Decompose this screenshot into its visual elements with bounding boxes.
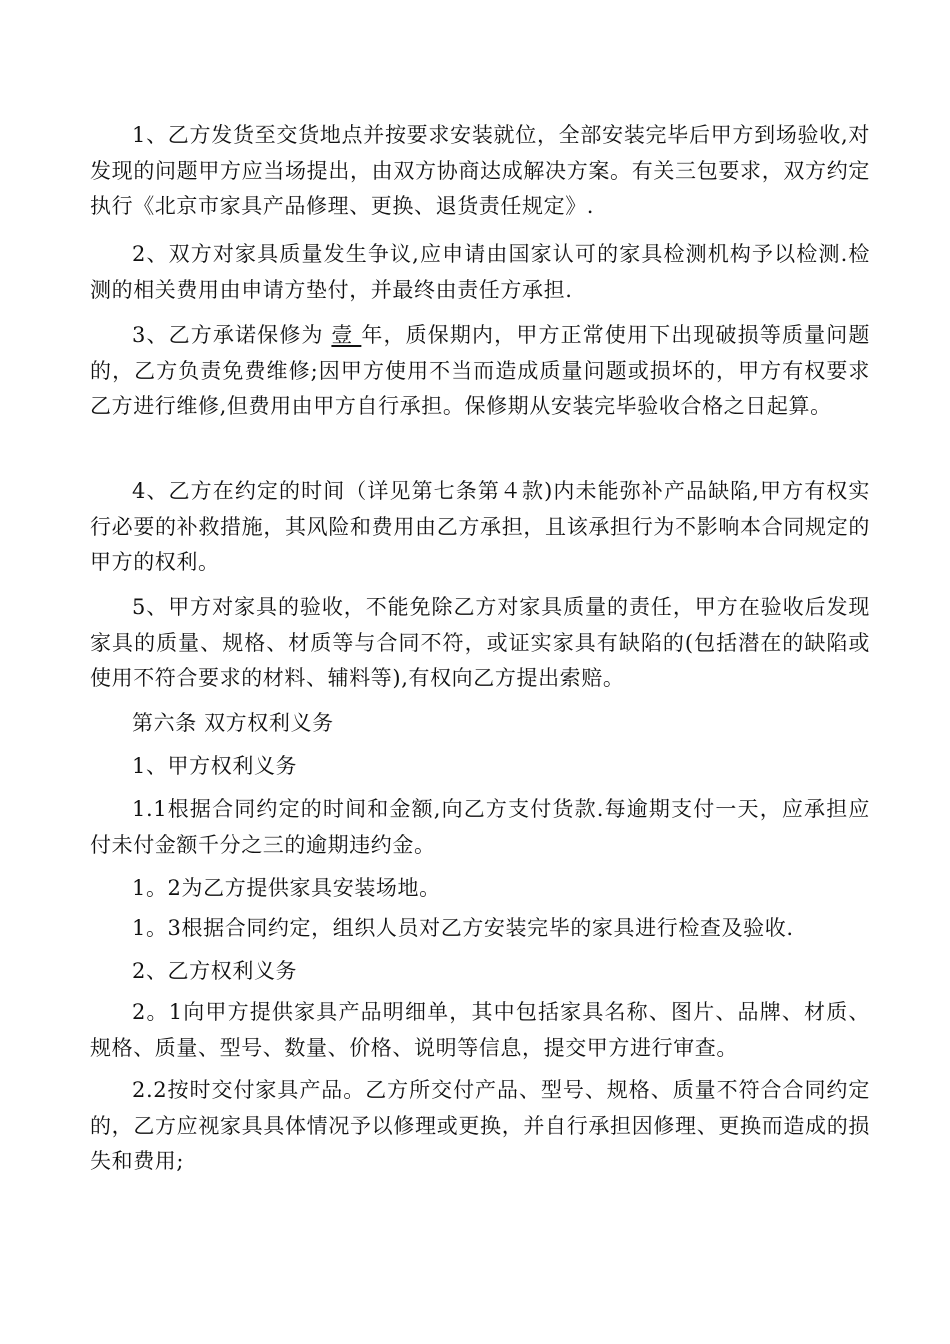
clause-5-item-5: 5、甲方对家具的验收，不能免除乙方对家具质量的责任，甲方在验收后发现家具的质量、规格、材质等与合同不符，或证实家具有缺陷的(包括潜在的缺陷或使用不符合要求的材料、辅料等),有权向乙方提出索赔。 [90, 595, 870, 690]
warranty-text-before: 3、乙方承诺保修为 [132, 323, 332, 347]
party-b-item-2-2: 2.2按时交付家具产品。乙方所交付产品、型号、规格、质量不符合合同约定的，乙方应视家具具体情况予以修理或更换，并自行承担因修理、更换而造成的损失和费用; [90, 1078, 870, 1173]
clause-5-item-1: 1、乙方发货至交货地点并按要求安装就位，全部安装完毕后甲方到场验收,对发现的问题甲方应当场提出，由双方协商达成解决方案。有关三包要求，双方约定执行《北京市家具产品修理、更换、退货责任规定》. [90, 123, 870, 218]
party-b-heading: 2、乙方权利义务 [132, 959, 298, 983]
party-a-heading: 1、甲方权利义务 [132, 754, 298, 778]
party-a-item-1-1: 1.1根据合同约定的时间和金额,向乙方支付货款.每逾期支付一天，应承担应付未付金额千分之三的逾期违约金。 [90, 797, 870, 857]
party-b-item-2-1: 2。1向甲方提供家具产品明细单，其中包括家具名称、图片、品牌、材质、规格、质量、型号、数量、价格、说明等信息，提交甲方进行审查。 [90, 1000, 870, 1060]
article-6-heading: 第六条 双方权利义务 [132, 711, 334, 735]
warranty-term-value: 壹 [331, 323, 362, 347]
clause-5-item-4: 4、乙方在约定的时间（详见第七条第４款)内未能弥补产品缺陷,甲方有权实行必要的补救措施，其风险和费用由乙方承担，且该承担行为不影响本合同规定的甲方的权利。 [90, 479, 870, 574]
party-a-item-1-3: 1。3根据合同约定，组织人员对乙方安装完毕的家具进行检查及验收. [132, 916, 794, 940]
party-a-item-1-2: 1。2为乙方提供家具安装场地。 [132, 876, 441, 900]
clause-5-item-2: 2、双方对家具质量发生争议,应申请由国家认可的家具检测机构予以检测.检测的相关费用由申请方垫付，并最终由责任方承担. [90, 242, 870, 302]
clause-5-item-3 [90, 318, 870, 425]
warranty-text-after: 年，质保期内，甲方正常使用下出现破损等质量问题的，乙方负责免费维修;因甲方使用不当而造成质量问题或损坏的，甲方有权要求乙方进行维修,但费用由甲方自行承担。保修期从安装完毕验收合格之日起算。 [90, 323, 870, 418]
